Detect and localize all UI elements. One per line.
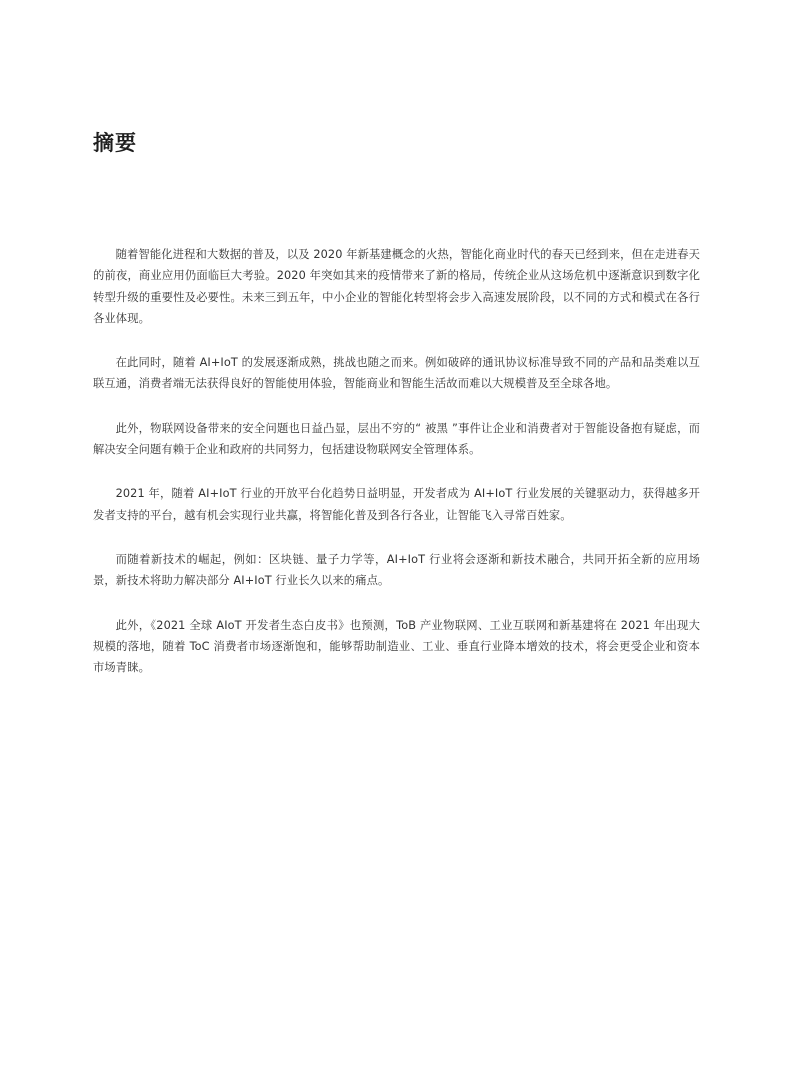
paragraph-4: 2021 年，随着 AI+IoT 行业的开放平台化趋势日益明显，开发者成为 AI+IoT 行业发展的关键驱动力，获得越多开发者支持的平台，越有机会实现行业共赢，将智能化普及到各行各业，让智能飞入寻常百姓家。	[93, 487, 700, 522]
abstract-body	[93, 244, 700, 701]
paragraph-2: 在此同时，随着 AI+IoT 的发展逐渐成熟，挑战也随之而来。例如破碎的通讯协议标准导致不同的产品和品类难以互联互通，消费者端无法获得良好的智能使用体验，智能商业和智能生活故而难以大规模普及至全球各地。	[93, 356, 700, 391]
paragraph-1: 随着智能化进程和大数据的普及，以及 2020 年新基建概念的火热，智能化商业时代的春天已经到来，但在走进春天的前夜，商业应用仍面临巨大考验。2020 年突如其来的疫情带来了新的格局，传统企业从这场危机中逐渐意识到数字化转型升级的重要性及必要性。未来三到五年，中小企业的智能化转型将会步入高速发展阶段，以不同的方式和模式在各行各业体现。	[93, 248, 700, 325]
paragraph-3: 此外，物联网设备带来的安全问题也日益凸显，层出不穷的“ 被黑 ”事件让企业和消费者对于智能设备抱有疑虑，而解决安全问题有赖于企业和政府的共同努力，包括建设物联网安全管理体系。	[93, 421, 700, 457]
paragraph-5: 而随着新技术的崛起，例如：区块链、量子力学等，AI+IoT 行业将会逐渐和新技术融合，共同开拓全新的应用场景，新技术将助力解决部分 AI+IoT 行业长久以来的痛点。	[93, 552, 700, 588]
page-title: 摘要	[93, 131, 137, 155]
paragraph-6: 此外，《2021 全球 AIoT 开发者生态白皮书》也预测，ToB 产业物联网、工业互联网和新基建将在 2021 年出现大规模的落地，随着 ToC 消费者市场逐渐饱和，能够帮助制造业、工业、垂直行业降本增效的技术，将会更受企业和资本市场青睐。	[93, 618, 700, 675]
